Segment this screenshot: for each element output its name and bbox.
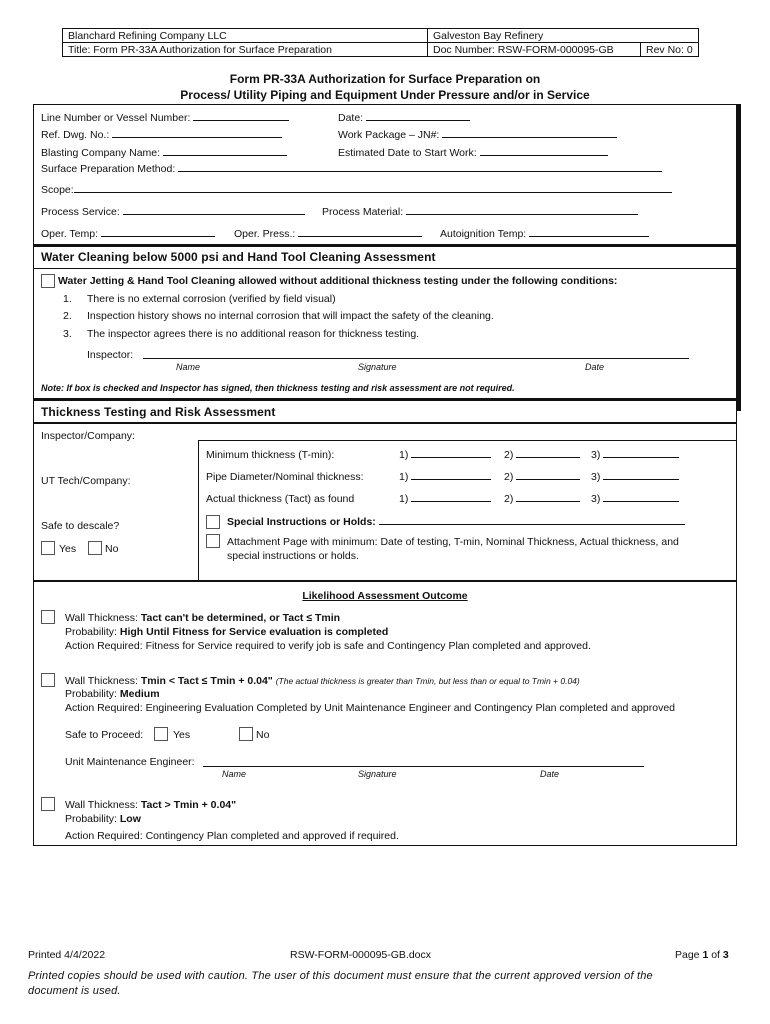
descale-yes-label: Yes <box>59 543 77 555</box>
likelihood-title: Likelihood Assessment Outcome <box>302 590 468 602</box>
water-jetting-label: Water Jetting & Hand Tool Cleaning allowed without additional thickness testing under the following conditions: <box>58 275 618 287</box>
tact-n3: 3) <box>591 493 601 505</box>
autoignition-field[interactable] <box>529 236 649 237</box>
inspector-company-label: Inspector/Company: <box>41 430 135 442</box>
line-number-field[interactable] <box>193 120 289 121</box>
condition-text-1: There is no external corrosion (verified by field visual) <box>87 293 336 305</box>
process-material-label: Process Material: <box>322 206 404 218</box>
outcome-medium-prob-label: Probability: <box>65 688 117 700</box>
autoignition-label: Autoignition Temp: <box>440 228 527 240</box>
outcome-low-prob-value: Low <box>119 813 141 825</box>
process-material-field[interactable] <box>406 214 638 215</box>
tact-field-2[interactable] <box>516 501 580 502</box>
unit-engineer-label: Unit Maintenance Engineer: <box>65 756 195 768</box>
inspector-signature-line[interactable] <box>143 358 689 359</box>
condition-text-2: Inspection history shows no internal corrosion that will impact the safety of the cleaning. <box>87 310 494 322</box>
attachment-label: Attachment Page with minimum: Date of testing, T-min, Nominal Thickness, Actual thickness, and <box>227 536 679 548</box>
water-cleaning-title: Water Cleaning below 5000 psi and Hand Tool Cleaning Assessment <box>41 250 436 264</box>
outcome-low-wall-label: Wall Thickness: <box>65 799 138 811</box>
outcome-medium-wall-value: Tmin < Tact ≤ Tmin + 0.04" <box>140 675 273 687</box>
outcome-medium-note: (The actual thickness is greater than Tmin, but less than or equal to Tmin + 0.04) <box>275 676 580 686</box>
descale-no-checkbox[interactable] <box>88 541 102 555</box>
printed-date: Printed 4/4/2022 <box>28 949 106 961</box>
pipe-n1: 1) <box>399 471 409 483</box>
safe-proceed-yes-label: Yes <box>173 729 191 741</box>
date-label: Date: <box>338 112 364 124</box>
date-field[interactable] <box>366 120 470 121</box>
page-prefix: Page <box>675 949 700 961</box>
outcome-low-prob-label: Probability: <box>65 813 117 825</box>
tact-n1: 1) <box>399 493 409 505</box>
outcome-high-wall-label: Wall Thickness: <box>65 612 138 624</box>
tmin-field-2[interactable] <box>516 457 580 458</box>
engineer-signature-caption: Signature <box>358 769 397 779</box>
outcome-medium-wall-label: Wall Thickness: <box>65 675 138 687</box>
blasting-company-label: Blasting Company Name: <box>41 147 161 159</box>
outcome-medium-checkbox[interactable] <box>41 673 55 687</box>
process-service-label: Process Service: <box>41 206 120 218</box>
outcome-low-checkbox[interactable] <box>41 797 55 811</box>
tmin-n2: 2) <box>504 449 514 461</box>
scope-label: Scope: <box>41 184 74 196</box>
tact-field-3[interactable] <box>603 501 679 502</box>
safe-proceed-label: Safe to Proceed: <box>65 729 144 741</box>
surface-method-label: Surface Preparation Method: <box>41 163 176 175</box>
descale-no-label: No <box>105 543 119 555</box>
outcome-high-checkbox[interactable] <box>41 610 55 624</box>
footer-filename: RSW-FORM-000095-GB.docx <box>290 949 432 961</box>
tmin-field-3[interactable] <box>603 457 679 458</box>
safe-proceed-no-label: No <box>256 729 270 741</box>
doc-number: Doc Number: RSW-FORM-000095-GB <box>428 43 641 57</box>
right-border-thick <box>737 104 741 411</box>
page-current: 1 <box>702 949 709 961</box>
special-instructions-field[interactable] <box>379 524 685 525</box>
surface-method-field[interactable] <box>178 171 662 172</box>
outcome-medium-prob-value: Medium <box>119 688 160 700</box>
condition-num-2: 2. <box>63 310 72 322</box>
oper-temp-field[interactable] <box>101 236 215 237</box>
outcome-high-prob-label: Probability: <box>65 626 117 638</box>
tact-field-1[interactable] <box>411 501 491 502</box>
outcome-medium-action-value: Engineering Evaluation Completed by Unit Maintenance Engineer and Contingency Plan completed and approved <box>145 702 675 714</box>
attachment-label-2: special instructions or holds. <box>227 550 359 562</box>
water-jetting-checkbox[interactable] <box>41 274 55 288</box>
inspector-name-caption: Name <box>176 362 201 372</box>
outcome-low-action-value: Contingency Plan completed and approved if required. <box>145 830 399 842</box>
special-instructions-checkbox[interactable] <box>206 515 220 529</box>
work-package-field[interactable] <box>442 137 617 138</box>
outcome-high-action-label: Action Required: <box>65 640 143 652</box>
condition-num-3: 3. <box>63 328 72 340</box>
condition-text-3: The inspector agrees there is no additional reason for thickness testing. <box>87 328 420 340</box>
company-name: Blanchard Refining Company LLC <box>63 29 428 43</box>
safe-proceed-yes-checkbox[interactable] <box>154 727 168 741</box>
pipe-n3: 3) <box>591 471 601 483</box>
actual-thickness-label: Actual thickness (Tact) as found <box>206 493 355 505</box>
condition-num-1: 1. <box>63 293 72 305</box>
outcome-high-wall-value: Tact can't be determined, or Tact ≤ Tmin <box>140 612 341 624</box>
outcome-low-action-label: Action Required: <box>65 830 143 842</box>
pipe-diameter-label: Pipe Diameter/Nominal thickness: <box>206 471 364 483</box>
pipe-field-3[interactable] <box>603 479 679 480</box>
form-title-line1: Form PR-33A Authorization for Surface Preparation on <box>229 72 541 86</box>
thickness-top-rule <box>198 440 737 441</box>
attachment-checkbox[interactable] <box>206 534 220 548</box>
ref-dwg-label: Ref. Dwg. No.: <box>41 129 110 141</box>
scope-field[interactable] <box>74 192 672 193</box>
pipe-field-1[interactable] <box>411 479 491 480</box>
unit-engineer-signature-line[interactable] <box>203 766 644 767</box>
outcome-medium-action-label: Action Required: <box>65 702 143 714</box>
engineer-date-caption: Date <box>540 769 560 779</box>
oper-press-field[interactable] <box>298 236 422 237</box>
page-of: of <box>711 949 720 961</box>
line-number-label: Line Number or Vessel Number: <box>41 112 191 124</box>
safe-descale-label: Safe to descale? <box>41 520 120 532</box>
min-thickness-label: Minimum thickness (T-min): <box>206 449 335 461</box>
pipe-field-2[interactable] <box>516 479 580 480</box>
outcome-high-prob-value: High Until Fitness for Service evaluation is completed <box>119 626 389 638</box>
special-instructions-label: Special Instructions or Holds: <box>227 516 376 528</box>
water-cleaning-note: Note: If box is checked and Inspector has signed, then thickness testing and risk assessment are not required. <box>41 383 515 393</box>
form-title-line2: Process/ Utility Piping and Equipment Under Pressure and/or in Service <box>180 88 590 102</box>
tmin-n3: 3) <box>591 449 601 461</box>
engineer-name-caption: Name <box>222 769 247 779</box>
rev-number: Rev No: 0 <box>641 43 699 57</box>
est-start-label: Estimated Date to Start Work: <box>338 147 477 159</box>
oper-temp-label: Oper. Temp: <box>41 228 99 240</box>
refinery-name: Galveston Bay Refinery <box>428 29 699 43</box>
outcome-high-action-value: Fitness for Service required to verify job is safe and Contingency Plan completed and approved. <box>145 640 591 652</box>
blasting-company-field[interactable] <box>163 155 287 156</box>
outcome-low-wall-value: Tact > Tmin + 0.04" <box>140 799 237 811</box>
page-total: 3 <box>722 949 729 961</box>
page-number <box>675 949 729 961</box>
form-title-cell: Title: Form PR-33A Authorization for Surface Preparation <box>63 43 428 57</box>
thickness-title: Thickness Testing and Risk Assessment <box>41 405 276 419</box>
document-header-table <box>62 28 699 57</box>
est-start-field[interactable] <box>480 155 608 156</box>
oper-press-label: Oper. Press.: <box>234 228 296 240</box>
tmin-field-1[interactable] <box>411 457 491 458</box>
caution-line-2: document is used. <box>28 985 121 997</box>
inspector-signature-caption: Signature <box>358 362 397 372</box>
caution-line-1: Printed copies should be used with caution. The user of this document must ensure that the current approved version of the <box>28 970 653 982</box>
ut-tech-label: UT Tech/Company: <box>41 475 131 487</box>
inspector-date-caption: Date <box>585 362 605 372</box>
tmin-n1: 1) <box>399 449 409 461</box>
thickness-divider <box>198 440 199 581</box>
inspector-label: Inspector: <box>87 349 134 361</box>
work-package-label: Work Package – JN#: <box>338 129 440 141</box>
ref-dwg-field[interactable] <box>112 137 282 138</box>
pipe-n2: 2) <box>504 471 514 483</box>
process-service-field[interactable] <box>123 214 305 215</box>
safe-proceed-no-checkbox[interactable] <box>239 727 253 741</box>
descale-yes-checkbox[interactable] <box>41 541 55 555</box>
tact-n2: 2) <box>504 493 514 505</box>
